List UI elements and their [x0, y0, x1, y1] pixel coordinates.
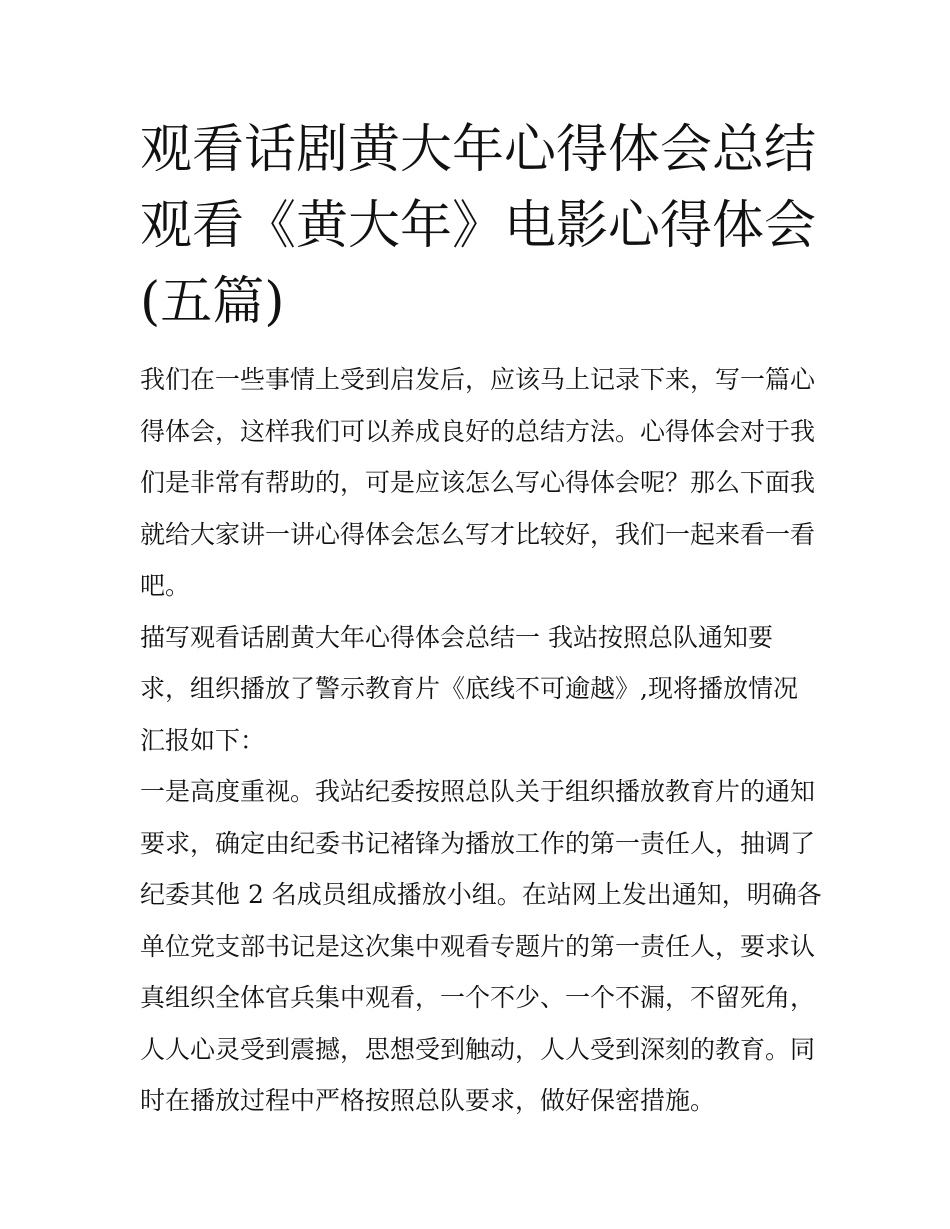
- text-line: 描写观看话剧黄大年心得体会总结一 我站按照总队通知要: [140, 622, 773, 652]
- text-line: 求，组织播放了警示教育片《底线不可逾越》,现将播放情况: [140, 674, 798, 703]
- text-line: 吧。: [140, 571, 191, 600]
- text-line: 得体会，这样我们可以养成良好的总结方法。心得体会对于我: [140, 416, 816, 446]
- text-line: 汇报如下：: [140, 725, 266, 755]
- document-title: [140, 112, 830, 340]
- text-line: 单位党支部书记是这次集中观看专题片的第一责任人，要求认: [140, 931, 816, 961]
- text-line: 要求，确定由纪委书记褚锋为播放工作的第一责任人，抽调了: [140, 828, 816, 858]
- text-line: 纪委其他 2 名成员组成播放小组。在站网上发出通知，明确各: [140, 880, 822, 909]
- text-line: 们是非常有帮助的，可是应该怎么写心得体会呢？那么下面我: [140, 468, 816, 497]
- title-line: 观看《黄大年》电影心得体会: [140, 196, 817, 256]
- intro-paragraph: [140, 360, 830, 618]
- point-one-paragraph: [140, 772, 830, 1133]
- text-line: 人人心灵受到震撼，思想受到触动，人人受到深刻的教育。同: [140, 1034, 816, 1064]
- text-line: 一是高度重视。我站纪委按照总队关于组织播放教育片的通知: [140, 777, 816, 806]
- document-body: [140, 360, 830, 1133]
- text-line: 就给大家讲一讲心得体会怎么写才比较好，我们一起来看一看: [140, 519, 816, 549]
- text-line: 时在播放过程中严格按照总队要求，做好保密措施。: [140, 1086, 716, 1115]
- title-line: (五篇): [140, 272, 285, 332]
- text-line: 真组织全体官兵集中观看，一个不少、一个不漏，不留死角，: [140, 983, 816, 1012]
- title-line: 观看话剧黄大年心得体会总结: [140, 120, 817, 180]
- text-line: 我们在一些事情上受到启发后，应该马上记录下来，写一篇心: [140, 365, 816, 394]
- section-intro-paragraph: [140, 618, 830, 773]
